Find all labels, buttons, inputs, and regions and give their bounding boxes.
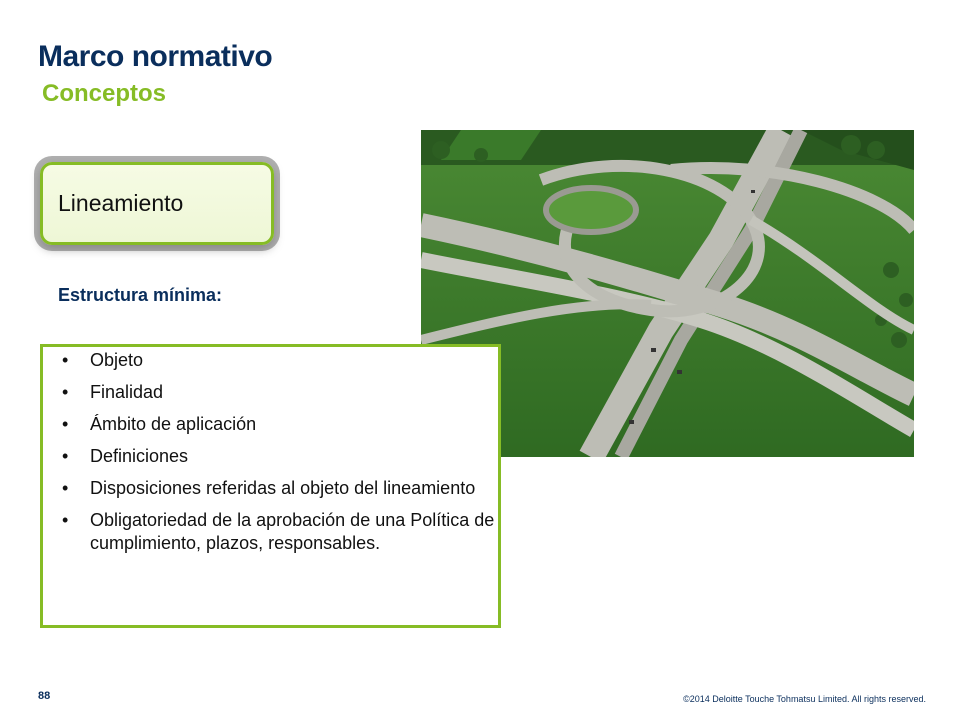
- requirements-list-box: [40, 344, 501, 628]
- requirements-list: [60, 349, 500, 564]
- list-item: • Obligatoriedad de la aprobación de una Política de cumplimiento, plazos, responsables.: [60, 509, 500, 555]
- slide-title: Marco normativo: [38, 40, 273, 73]
- copyright-notice: ©2014 Deloitte Touche Tohmatsu Limited. All rights reserved.: [683, 694, 926, 704]
- list-item: • Objeto: [60, 349, 500, 372]
- concept-label: Lineamiento: [58, 190, 184, 216]
- section-heading: Estructura mínima:: [58, 285, 223, 305]
- concept-box: [40, 162, 274, 245]
- list-item: • Finalidad: [60, 381, 500, 404]
- slide-subtitle: Conceptos: [42, 80, 167, 107]
- list-item: • Disposiciones referidas al objeto del lineamiento: [60, 477, 500, 500]
- page-number: 88: [38, 690, 51, 702]
- list-item: • Ámbito de aplicación: [60, 413, 500, 436]
- list-item: • Definiciones: [60, 445, 500, 468]
